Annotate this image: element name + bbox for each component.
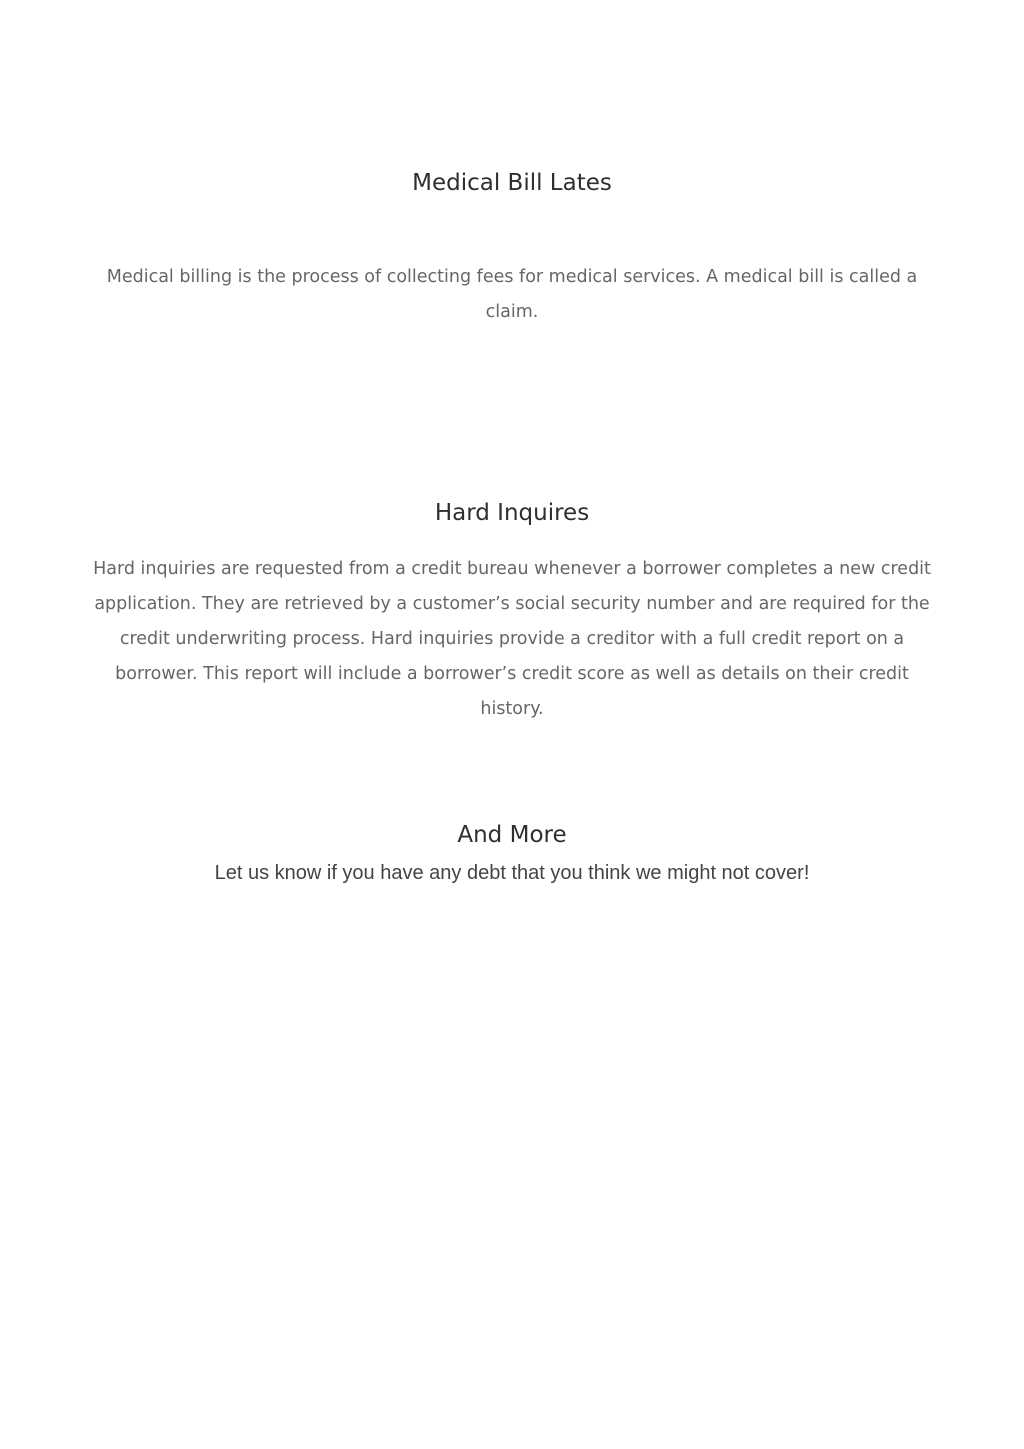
- section-paragraph: Hard inquiries are requested from a credit bureau whenever a borrower completes a new credit application. They are retrieved by a customer’s social security number and are required for the credit underwriting process. Hard inquiries provide a creditor with a full credit report on a borrower. This report will include a borrower’s credit score as well as details on their credit history.: [93, 558, 931, 719]
- medical-bill-lates-section: [0, 170, 1024, 330]
- section-heading: Hard Inquires: [434, 500, 590, 526]
- section-paragraph: Medical billing is the process of collecting fees for medical services. A medical bill is called a claim.: [106, 266, 918, 322]
- hard-inquires-section: [0, 500, 1024, 727]
- and-more-section: [0, 822, 1024, 906]
- section-heading: And More: [457, 822, 567, 848]
- section-heading: Medical Bill Lates: [412, 170, 612, 196]
- section-note: Let us know if you have any debt that you think we might not cover!: [214, 861, 810, 884]
